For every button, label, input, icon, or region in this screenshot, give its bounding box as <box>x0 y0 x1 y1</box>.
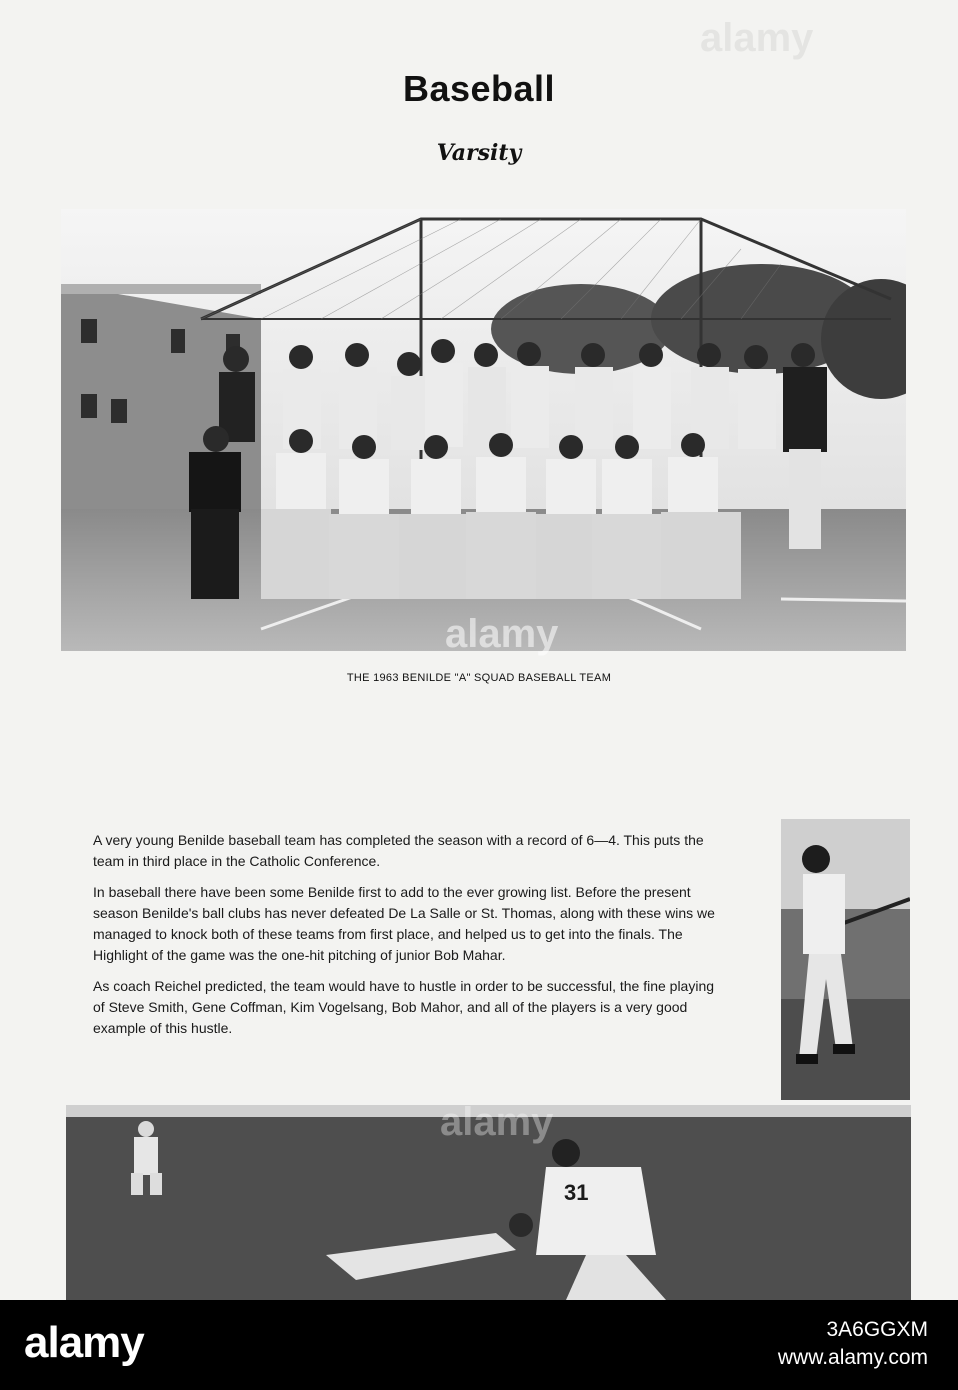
play-at-base-photo <box>66 1105 911 1300</box>
paragraph-hustle: As coach Reichel predicted, the team would have to hustle in order to be successful, the fine playing of Steve Smith, Gene Coffman, Kim Vogelsang, Bob Mahor, and all of the players is a very good example of this hustle. <box>93 978 715 1036</box>
article-body <box>93 830 729 1049</box>
photo-caption: THE 1963 BENILDE "A" SQUAD BASEBALL TEAM <box>346 672 612 684</box>
paragraph-record: A very young Benilde baseball team has completed the season with a record of 6—4. This puts the team in third place in the Catholic Conference. <box>93 832 704 869</box>
image-id: 3A6GGXM <box>826 1318 928 1341</box>
jersey-number: 31 <box>564 1180 589 1205</box>
alamy-logo[interactable]: alamy <box>24 1318 144 1367</box>
batter-photo <box>781 819 910 1100</box>
page-subtitle: Varsity <box>436 140 522 166</box>
site-url[interactable]: www.alamy.com <box>777 1346 928 1369</box>
watermark: alamy <box>445 612 559 656</box>
paragraph-firsts: In baseball there have been some Benilde first to add to the ever growing list. Before the present season Benilde's ball clubs has never defeated De La Salle or St. Thomas, along with these wins we managed to knock both of these teams from first place, and helped us to get into the finals. The Highlight of the game was the one-hit pitching of junior Bob Mahar. <box>93 884 715 963</box>
watermark: alamy <box>440 1100 554 1144</box>
team-photo <box>61 209 906 651</box>
page-title: Baseball <box>402 68 556 109</box>
